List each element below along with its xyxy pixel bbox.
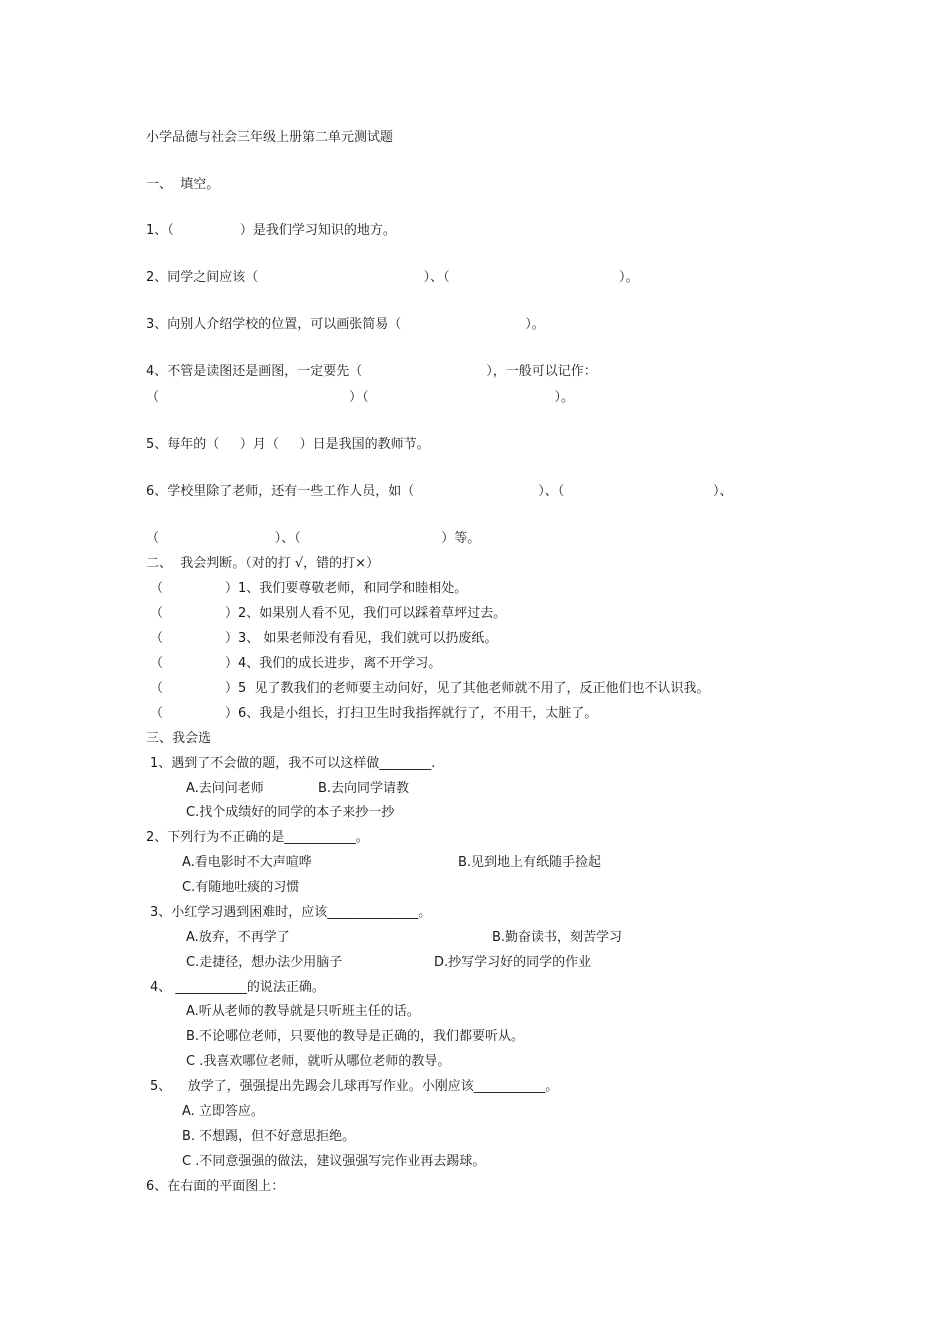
section2-heading: 二、 我会判断。（对的打 √，错的打×） xyxy=(146,556,380,571)
fill-question-6-line2: （ ）、（ ）等。 xyxy=(146,531,481,546)
judge-item-5: （ ）5 见了教我们的老师要主动问好，见了其他老师就不用了，反正他们也不认识我。 xyxy=(150,681,710,696)
section3-heading: 三、我会选 xyxy=(146,731,212,746)
fill-question-6-line1: 6、学校里除了老师，还有一些工作人员，如（ ）、（ ）、 xyxy=(146,484,733,499)
choice-question-3: 3、小红学习遇到困难时，应该______________。 xyxy=(150,905,432,920)
fill-question-4-line2: （ ）（ ）。 xyxy=(146,390,575,405)
choice-question-4: 4、 ___________的说法正确。 xyxy=(150,980,325,995)
choice-1-option-a: A.去问问老师 xyxy=(186,781,264,796)
choice-1-option-c: C.找个成绩好的同学的本子来抄一抄 xyxy=(186,805,395,820)
fill-question-2: 2、同学之间应该（ ）、（ ）。 xyxy=(146,270,639,285)
choice-question-5: 5、 放学了，强强提出先踢会儿球再写作业。小刚应该___________。 xyxy=(150,1079,559,1094)
choice-3-option-c: C.走捷径，想办法少用脑子 xyxy=(186,955,343,970)
choice-3-option-d: D.抄写学习好的同学的作业 xyxy=(434,955,592,970)
choice-4-option-c: C .我喜欢哪位老师，就听从哪位老师的教导。 xyxy=(186,1054,451,1069)
choice-2-option-c: C.有随地吐痰的习惯 xyxy=(182,880,300,895)
judge-item-1: （ ）1、我们要尊敬老师，和同学和睦相处。 xyxy=(150,581,468,596)
fill-question-3: 3、向别人介绍学校的位置，可以画张简易（ ）。 xyxy=(146,317,545,332)
choice-question-6: 6、在右面的平面图上： xyxy=(146,1179,285,1194)
choice-2-option-a: A.看电影时不大声喧哗 xyxy=(182,855,312,870)
choice-1-option-b: B.去向同学请教 xyxy=(318,781,410,796)
choice-question-2: 2、下列行为不正确的是___________。 xyxy=(146,830,369,845)
judge-item-3: （ ）3、 如果老师没有看见，我们就可以扔废纸。 xyxy=(150,631,498,646)
choice-5-option-a: A. 立即答应。 xyxy=(182,1104,264,1119)
choice-3-option-b: B.勤奋读书，刻苦学习 xyxy=(492,930,623,945)
section1-heading: 一、 填空。 xyxy=(146,177,220,192)
judge-item-6: （ ）6、我是小组长，打扫卫生时我指挥就行了，不用干，太脏了。 xyxy=(150,706,598,721)
fill-question-1: 1、（ ）是我们学习知识的地方。 xyxy=(146,223,396,238)
choice-4-option-b: B.不论哪位老师，只要他的教导是正确的，我们都要听从。 xyxy=(186,1029,525,1044)
document-title: 小学品德与社会三年级上册第二单元测试题 xyxy=(146,130,394,145)
fill-question-4-line1: 4、不管是读图还是画图，一定要先（ ），一般可以记作： xyxy=(146,364,597,379)
choice-5-option-c: C .不同意强强的做法，建议强强写完作业再去踢球。 xyxy=(182,1154,486,1169)
choice-2-option-b: B.见到地上有纸随手捡起 xyxy=(458,855,602,870)
judge-item-2: （ ）2、如果别人看不见，我们可以踩着草坪过去。 xyxy=(150,606,507,621)
fill-question-5: 5、每年的（ ）月（ ）日是我国的教师节。 xyxy=(146,437,430,452)
choice-4-option-a: A.听从老师的教导就是只听班主任的话。 xyxy=(186,1004,420,1019)
choice-5-option-b: B. 不想踢，但不好意思拒绝。 xyxy=(182,1129,356,1144)
judge-item-4: （ ）4、我们的成长进步，离不开学习。 xyxy=(150,656,442,671)
choice-3-option-a: A.放弃，不再学了 xyxy=(186,930,290,945)
choice-question-1: 1、遇到了不会做的题，我不可以这样做________. xyxy=(150,756,436,771)
